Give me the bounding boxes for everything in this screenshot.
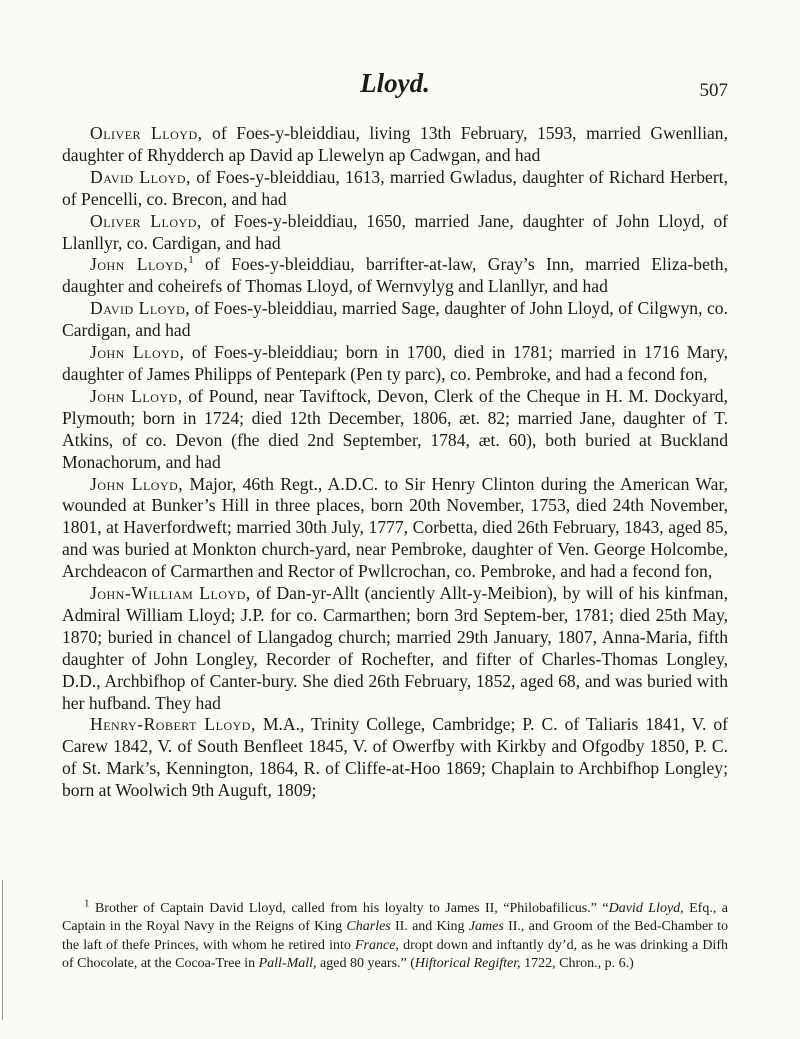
genealogy-entry xyxy=(62,167,728,211)
body-text xyxy=(62,123,728,802)
entry-text: of Foes-y-bleiddiau, living 13th February, 1593, married Gwenllian, daughter of Rhydderch ap David ap Llewelyn ap Cadwgan, and had xyxy=(62,123,729,165)
running-title: Lloyd. xyxy=(360,68,430,98)
person-name: John Lloyd, xyxy=(90,473,184,494)
genealogy-entry xyxy=(62,254,728,298)
entry-text: of Foes-y-bleiddiau, 1613, married Gwladus, daughter of Richard Herbert, of Pencelli, co. Brecon, and had xyxy=(62,166,728,209)
person-name: John Lloyd, xyxy=(90,254,189,275)
genealogy-entry xyxy=(62,714,728,802)
genealogy-entry xyxy=(62,342,728,386)
footnote-italic: Hiftorical Regifter, xyxy=(414,956,521,972)
person-name: John-William Lloyd, xyxy=(90,583,251,604)
genealogy-entry xyxy=(62,583,728,714)
genealogy-entry xyxy=(62,386,728,474)
person-name: Oliver Lloyd, xyxy=(90,123,203,143)
genealogy-entry xyxy=(62,298,728,342)
footnote-italic: James xyxy=(468,919,504,935)
person-name: John Lloyd, xyxy=(90,342,185,363)
footnote-text: II. and King xyxy=(390,919,469,935)
entry-text: M.A., Trinity College, Cambridge; P. C. of Taliaris 1841, V. of Carew 1842, V. of South Benfleet 1845, V. of Owerfby with Kirkby and Ofgodby 1850, P. C. of St. Mark’s, Kennington, 1864, R. of Cliffe-at-Hoo 1869; Chaplain to Archbifhop Longley; born at Woolwich 9th Auguft, 1809; xyxy=(62,714,728,801)
footnote-text: 1722, Chron., p. 6.) xyxy=(520,956,634,972)
footnote-text: dropt down and inftantly dy’d, as he was drinking a Difh of Chocolate, at the Cocoa-Tree in xyxy=(62,937,728,972)
entry-text: of Foes-y-bleiddiau, 1650, married Jane, daughter of John Lloyd, of Llanllyr, co. Cardigan, and had xyxy=(62,210,728,253)
footnote-text: aged 80 years.” ( xyxy=(316,956,415,972)
entry-text: of Foes-y-bleiddiau, barrifter-at-law, Gray’s Inn, married Eliza-beth, daughter and coheirefs of Thomas Lloyd, of Wernvylyg and Llanllyr, and had xyxy=(62,254,728,297)
genealogy-entry xyxy=(62,211,728,255)
genealogy-entry xyxy=(62,474,728,584)
footnote-number: 1 xyxy=(84,897,90,910)
page-header xyxy=(62,68,728,108)
page-number: 507 xyxy=(699,80,728,101)
person-name: John Lloyd, xyxy=(90,385,183,406)
footnote-italic: Charles xyxy=(346,919,391,935)
entry-text: of Foes-y-bleiddiau, married Sage, daughter of John Lloyd, of Cilgwyn, co. Cardigan, and had xyxy=(62,298,729,341)
page-edge-line xyxy=(2,880,3,1020)
footnote-italic: Pall-Mall, xyxy=(258,956,317,972)
entry-text: of Pound, near Taviftock, Devon, Clerk of the Cheque in H. M. Dockyard, Plymouth; born in 1724; died 12th December, 1806, æt. 82; married Jane, daughter of T. Atkins, of co. Devon (fhe died 2nd September, 1784, æt. 60), both buried at Buckland Monachorum, and had xyxy=(62,385,729,472)
person-name: Henry-Robert Lloyd, xyxy=(90,714,256,735)
person-name: Oliver Lloyd, xyxy=(90,210,202,231)
entry-text: of Dan-yr-Allt (anciently Allt-y-Meibion), by will of his kinfman, Admiral William Lloyd; J.P. for co. Carmarthen; born 3rd Septem-ber, 1781; died 25th May, 1870; buried in chancel of Llangadog church; married 29th January, 1807, Anna-Maria, fifth daughter of John Longley, Recorder of Rochefter, and fifter of Charles-Thomas Longley, D.D., Archbifhop of Canter-bury. She died 26th February, 1852, aged 68, and was buried with her hufband. They had xyxy=(62,583,728,713)
footnote-italic: France, xyxy=(355,937,399,953)
footnote-text: II., and Groom of the Bed-Chamber to the laft of thefe Princes, with whom he retired into xyxy=(62,919,728,953)
footnote xyxy=(62,897,728,974)
footnote-italic: David Lloyd, xyxy=(608,901,684,916)
person-name: David Lloyd, xyxy=(90,166,191,187)
entry-text: Major, 46th Regt., A.D.C. to Sir Henry Clinton during the American War, wounded at Bunker’s Hill in three places, born 20th November, 1753, died 24th November, 1801, at Haverfordweft; married 30th July, 1777, Corbetta, died 26th February, 1843, aged 85, and was buried at Monkton church-yard, near Pembroke, daughter of Ven. George Holcombe, Archdeacon of Carmarthen and Rector of Pwllcrochan, co. Pembroke, and had a fecond fon, xyxy=(62,473,728,582)
footnote-marker: 1 xyxy=(188,254,194,267)
genealogy-entry xyxy=(62,123,728,167)
footnote-text: Brother of Captain David Lloyd, called from his loyalty to James II, “Philobafilicus.” “ xyxy=(89,901,609,916)
entry-text: of Foes-y-bleiddiau; born in 1700, died in 1781; married in 1716 Mary, daughter of James Philipps of Pentepark (Pen ty parc), co. Pembroke, and had a fecond fon, xyxy=(62,342,729,384)
footnote-text: Efq., a Captain in the Royal Navy in the Reigns of King xyxy=(62,901,728,935)
person-name: David Lloyd, xyxy=(90,298,191,319)
